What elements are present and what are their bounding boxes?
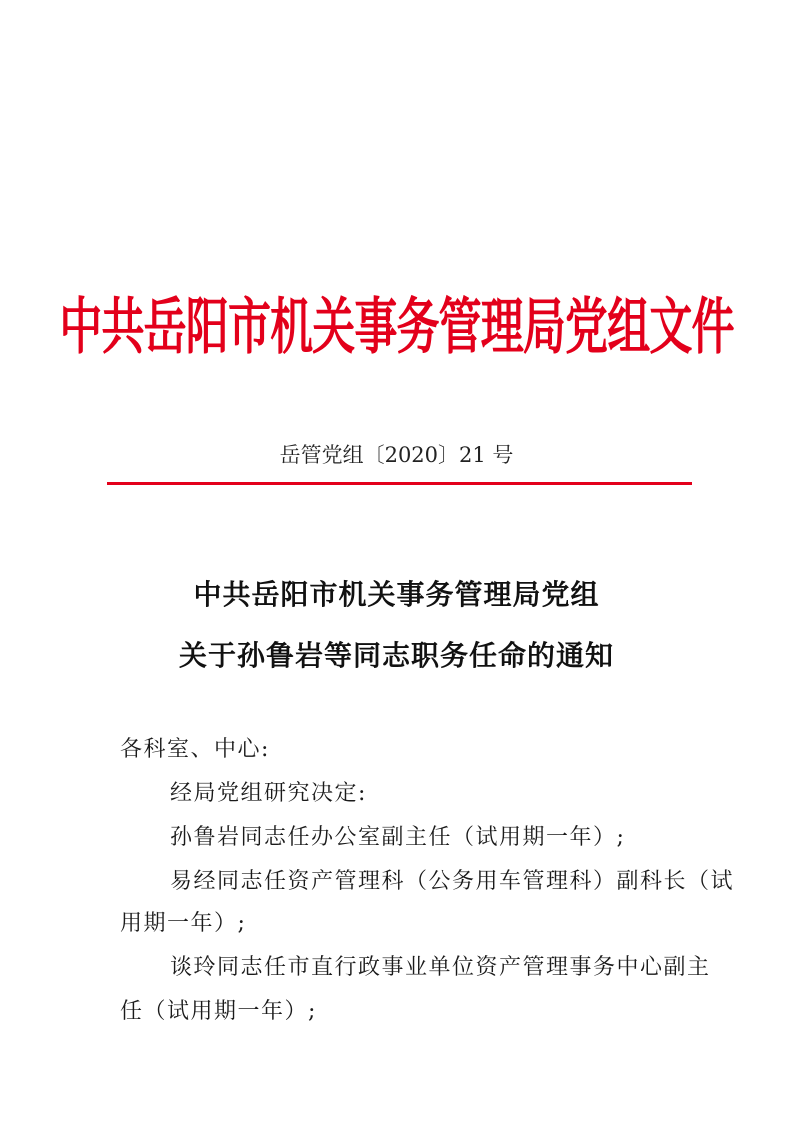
body-paragraph-continuation: 任（试用期一年）; bbox=[120, 999, 317, 1024]
body-paragraph: 孙鲁岩同志任办公室副主任（试用期一年）; bbox=[170, 825, 626, 850]
body-paragraph: 谈玲同志任市直行政事业单位资产管理事务中心副主 bbox=[170, 955, 711, 980]
notice-title-line-2: 关于孙鲁岩等同志职务任命的通知 bbox=[178, 639, 614, 672]
body-paragraph: 经局党组研究决定: bbox=[170, 781, 367, 806]
notice-title-line-1: 中共岳阳市机关事务管理局党组 bbox=[193, 578, 600, 611]
salutation: 各科室、中心: bbox=[120, 737, 270, 762]
body-paragraph-continuation: 用期一年）; bbox=[120, 911, 247, 936]
document-header-title: 中共岳阳市机关事务管理局党组文件 bbox=[59, 290, 734, 362]
document-number: 岳管党组〔2020〕21 号 bbox=[279, 443, 514, 467]
body-paragraph: 易经同志任资产管理科（公务用车管理科）副科长（试 bbox=[170, 869, 735, 894]
red-divider-line bbox=[107, 482, 692, 485]
